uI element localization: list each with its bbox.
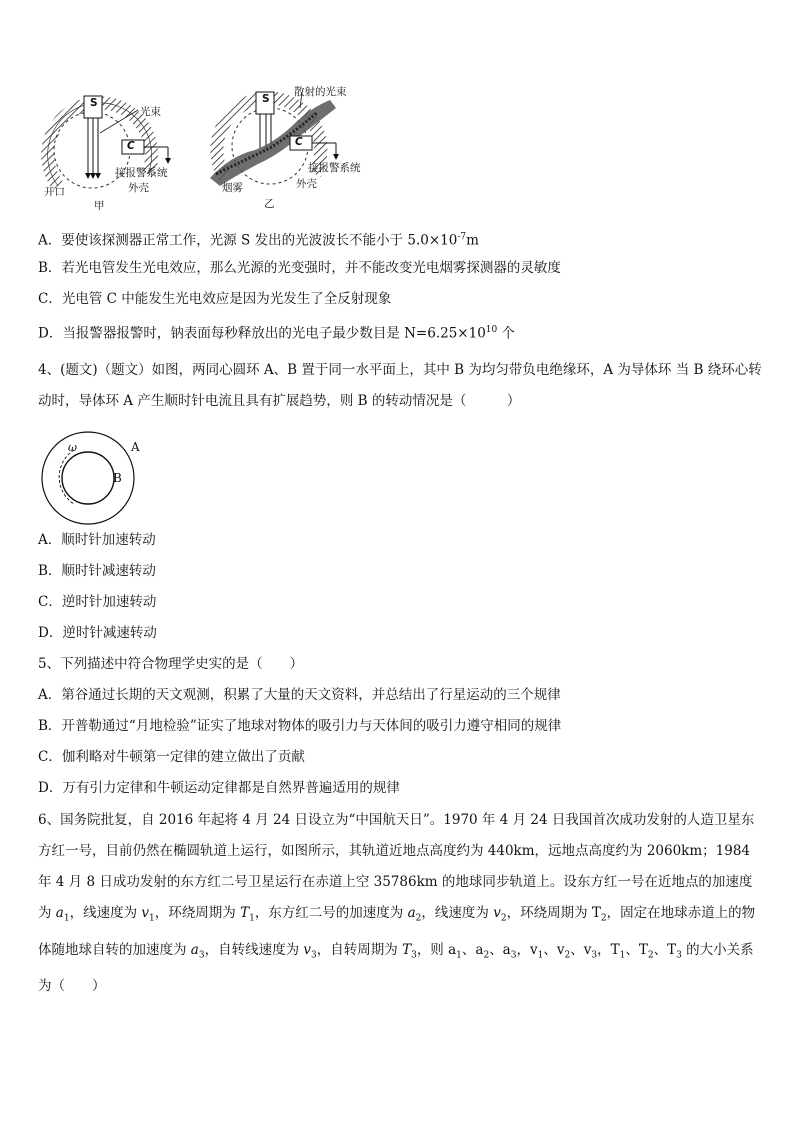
q3-option-c: C．光电管 C 中能发生光电效应是因为光发生了全反射现象	[38, 291, 392, 307]
q4-label-a: A	[131, 440, 140, 454]
q4-option-a: A．顺时针加速转动	[38, 532, 156, 548]
right-source-label: S	[262, 93, 270, 105]
q5-option-a: A．第谷通过长期的天文观测，积累了大量的天文资料，并总结出了行星运动的三个规律	[38, 687, 561, 703]
left-shell-label: 外壳	[128, 182, 149, 194]
q6-stem: 6、国务院批复，自 2016 年起将 4 月 24 日设立为“中国航天日”。1970 年 4 月 24 日我国首次成功发射的人造卫星东方红一号，目前仍然在椭圆轨道上运行，如图所示，其轨道近地点高度约为 440km，远地点高度约为 2060km；1984 年 4 月 8 日成功发射的东方红二号卫星运行在赤道上空 35786km 的地球同步轨道上。设东方红一号在近地点的加速度为 $a_1$，线速度为 $v_1$，环绕周期为 $T_1$，东方红二号的加速度为 $a_2$，线速度为 $v_2$，环绕周期为 $T_2$，固定在地球赤道上的物体随地球自转的加速度为 $a_3$，自转线速度为 $v_3$，自转周期为 $T_3$，则 $a_1$、$a_2$、$a_3$，$v_1$、$v_2$、$v_3$，$T_1$、$T_2$、$T_3$ 的大小关系为（ ）	[38, 812, 756, 995]
left-caption: 甲	[94, 200, 105, 212]
right-scattered-label: 散射的光束	[294, 86, 347, 98]
q3-figure	[30, 78, 390, 218]
left-beam-label: 光束	[140, 106, 161, 118]
q3-option-d: D．当报警器报警时，钠表面每秒释放出的光电子最少数目是 $N=6.25\times 10^{10}$ 个	[38, 325, 516, 342]
left-opening-label: 开口	[44, 186, 65, 198]
inner-ring-b	[62, 452, 114, 504]
left-source-label: S	[90, 97, 98, 109]
left-alarm-label: 接报警系统	[115, 167, 168, 179]
q4-option-b: B．顺时针减速转动	[38, 563, 156, 579]
q4-omega-label: ω	[68, 441, 77, 454]
q5-stem: 5、下列描述中符合物理学史实的是（ ）	[38, 656, 304, 672]
q4-option-c: C．逆时针加速转动	[38, 594, 157, 610]
q5-option-b: B．开普勒通过“月地检验”证实了地球对物体的吸引力与天体间的吸引力遵守相同的规律	[38, 718, 562, 734]
q5-option-c: C．伽利略对牛顿第一定律的建立做出了贡献	[38, 749, 305, 765]
right-shell-label: 外壳	[296, 178, 317, 190]
right-smoke-label: 烟雾	[222, 182, 243, 194]
q5-option-d: D．万有引力定律和牛顿运动定律都是自然界普遍适用的规律	[38, 780, 400, 796]
q4-label-b: B	[113, 471, 122, 485]
q4-option-d: D．逆时针减速转动	[38, 625, 157, 641]
right-alarm-label: 接报警系统	[308, 162, 361, 174]
q3-option-b: B．若光电管发生光电效应，那么光源的光变强时，并不能改变光电烟雾探测器的灵敏度	[38, 260, 561, 276]
right-tube-label: C	[295, 136, 303, 148]
right-caption: 乙	[264, 198, 275, 210]
q3-option-a: A．要使该探测器正常工作，光源 S 发出的光波波长不能小于 $5.0\times 10^{-7}m$	[38, 232, 479, 249]
left-tube-label: C	[127, 140, 135, 152]
q4-stem: 4、(题文)（题文）如图，两同心圆环 A、B 置于同一水平面上，其中 B 为均匀带负电绝缘环，A 为导体环 当 B 绕环心转动时，导体环 A 产生顺时针电流且具有扩展趋势，则 B 的转动情况是（ ）	[38, 362, 762, 409]
